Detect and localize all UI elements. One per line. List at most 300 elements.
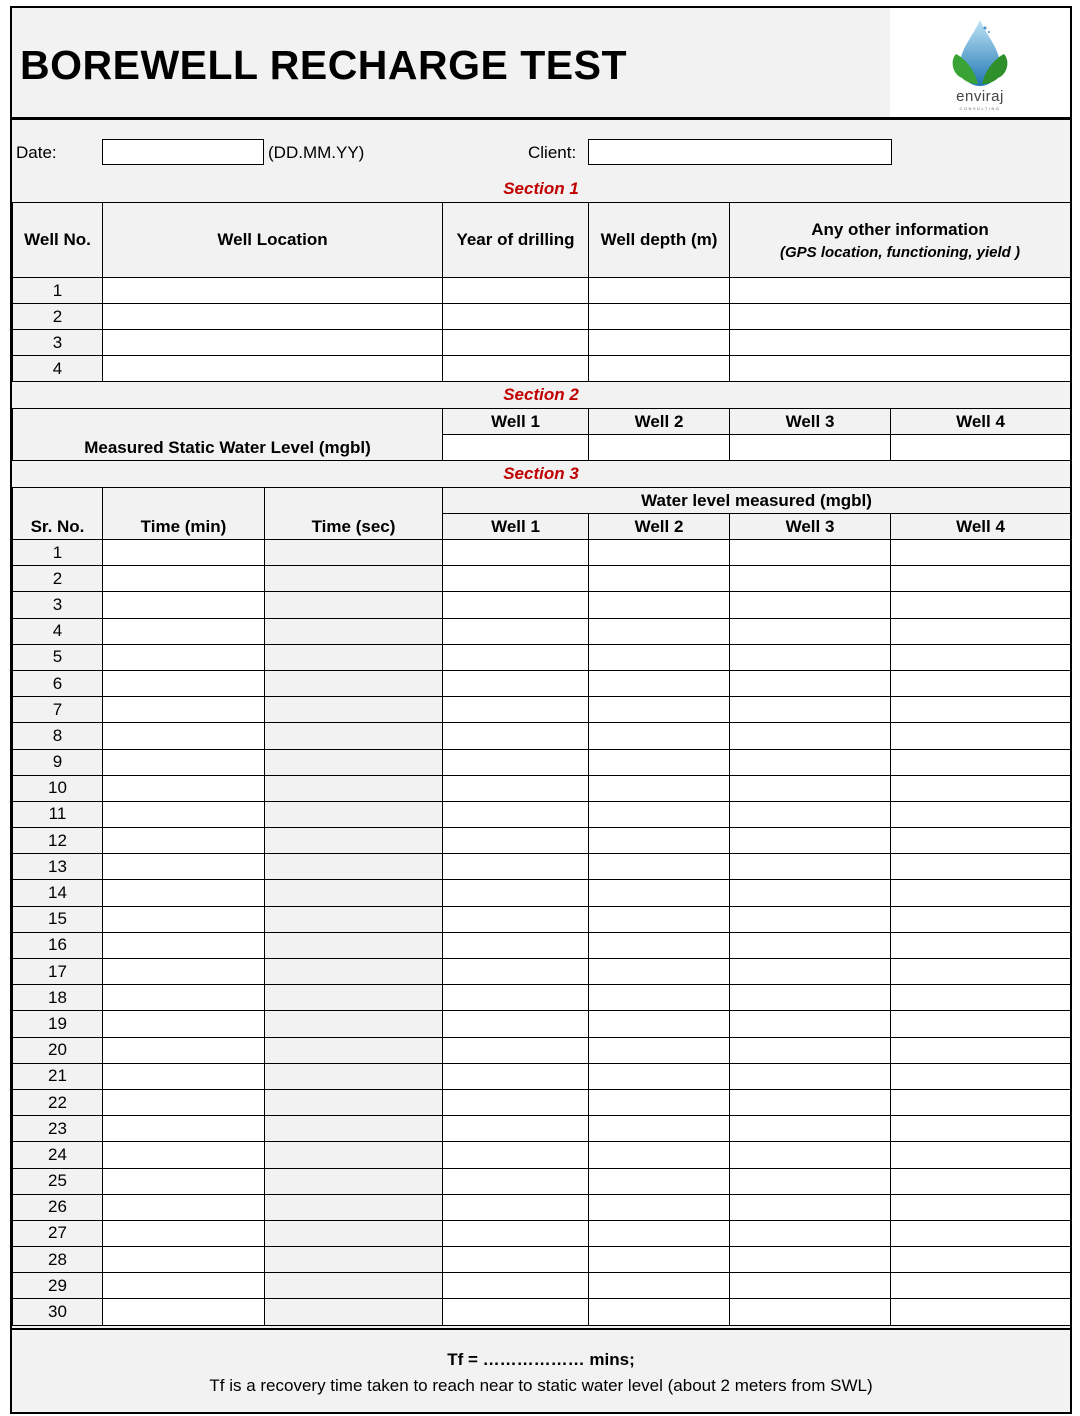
row-number: 16: [13, 932, 103, 958]
section-3-title: Section 3: [503, 464, 579, 483]
date-label: Date:: [16, 143, 57, 162]
well-3-level-cell[interactable]: [730, 1142, 891, 1168]
time-min-cell[interactable]: [103, 1194, 265, 1220]
well-2-level-cell[interactable]: [589, 697, 730, 723]
depth-cell[interactable]: [589, 278, 730, 304]
time-min-cell[interactable]: [103, 1168, 265, 1194]
header-time-sec: Time (sec): [265, 488, 443, 540]
time-sec-cell[interactable]: [265, 801, 443, 827]
well-2-level-cell[interactable]: [589, 670, 730, 696]
table-row: [13, 854, 1071, 880]
header-other-info: [730, 203, 1071, 278]
well-4-level-cell[interactable]: [891, 1168, 1071, 1194]
well-3-level-cell[interactable]: [730, 592, 891, 618]
well-1-level-cell[interactable]: [443, 540, 589, 566]
well-2-level-cell[interactable]: [589, 1299, 730, 1325]
time-min-cell[interactable]: [103, 618, 265, 644]
well-2-level-cell[interactable]: [589, 932, 730, 958]
other-info-cell[interactable]: [730, 330, 1071, 356]
row-number: 3: [13, 330, 103, 356]
well-4-level-cell[interactable]: [891, 1299, 1071, 1325]
table-row: [13, 906, 1071, 932]
well-3-level-cell[interactable]: [730, 618, 891, 644]
well-2-level-cell[interactable]: [589, 592, 730, 618]
logo-subtext: CONSULTING: [959, 106, 1001, 111]
time-min-cell[interactable]: [103, 880, 265, 906]
well-3-level-cell[interactable]: [730, 723, 891, 749]
well-1-level-cell[interactable]: [443, 1116, 589, 1142]
time-min-cell[interactable]: [103, 1273, 265, 1299]
row-number: 28: [13, 1247, 103, 1273]
well-3-level-cell[interactable]: [730, 670, 891, 696]
well-3-level-cell[interactable]: [730, 775, 891, 801]
well-4-level-cell[interactable]: [891, 1037, 1071, 1063]
row-number: 24: [13, 1142, 103, 1168]
time-min-cell[interactable]: [103, 566, 265, 592]
table-row: [13, 775, 1071, 801]
well-4-level-cell[interactable]: [891, 540, 1071, 566]
time-min-cell[interactable]: [103, 854, 265, 880]
well-3-level-cell[interactable]: [730, 801, 891, 827]
year-cell[interactable]: [443, 304, 589, 330]
row-number: 13: [13, 854, 103, 880]
header-sr-no: Sr. No.: [13, 488, 103, 540]
well-3-level-cell[interactable]: [730, 749, 891, 775]
time-sec-cell[interactable]: [265, 670, 443, 696]
time-sec-cell[interactable]: [265, 1220, 443, 1246]
well-3-level-cell[interactable]: [730, 1011, 891, 1037]
well-1-level-cell[interactable]: [443, 618, 589, 644]
well-2-level-cell[interactable]: [589, 1089, 730, 1115]
well-2-level-cell[interactable]: [589, 828, 730, 854]
date-field[interactable]: [102, 139, 264, 165]
time-sec-cell[interactable]: [265, 775, 443, 801]
well-4-level-cell[interactable]: [891, 697, 1071, 723]
time-sec-cell[interactable]: [265, 697, 443, 723]
row-number: 2: [13, 304, 103, 330]
well-3-level-cell[interactable]: [730, 828, 891, 854]
well-4-level-cell[interactable]: [891, 723, 1071, 749]
well-2-level-cell[interactable]: [589, 1247, 730, 1273]
time-min-cell[interactable]: [103, 670, 265, 696]
time-min-cell[interactable]: [103, 985, 265, 1011]
time-min-cell[interactable]: [103, 1220, 265, 1246]
time-min-cell[interactable]: [103, 775, 265, 801]
well-2-level-cell[interactable]: [589, 1220, 730, 1246]
row-number: 10: [13, 775, 103, 801]
other-info-cell[interactable]: [730, 278, 1071, 304]
time-min-cell[interactable]: [103, 1011, 265, 1037]
time-min-cell[interactable]: [103, 540, 265, 566]
form-sheet: [10, 6, 1072, 1414]
well-3-level-cell[interactable]: [730, 1168, 891, 1194]
time-sec-cell[interactable]: [265, 1089, 443, 1115]
well-4-level-cell[interactable]: [891, 670, 1071, 696]
row-number: 9: [13, 749, 103, 775]
well-2-level-cell[interactable]: [589, 1142, 730, 1168]
table-row: [13, 330, 1071, 356]
time-sec-cell[interactable]: [265, 1168, 443, 1194]
well-4-level-cell[interactable]: [891, 1142, 1071, 1168]
section-3-table: [12, 487, 1071, 1326]
well-3-level-cell[interactable]: [730, 985, 891, 1011]
s3-header-well-2: Well 2: [589, 514, 730, 540]
well-1-level-cell[interactable]: [443, 1220, 589, 1246]
well-4-level-cell[interactable]: [891, 749, 1071, 775]
time-min-cell[interactable]: [103, 1037, 265, 1063]
client-label: Client:: [528, 143, 577, 162]
time-sec-cell[interactable]: [265, 1037, 443, 1063]
row-number: 29: [13, 1273, 103, 1299]
well-3-level-cell[interactable]: [730, 854, 891, 880]
table-row: [13, 618, 1071, 644]
well-2-level-cell[interactable]: [589, 644, 730, 670]
s2-header-well-1: Well 1: [443, 409, 589, 435]
logo-text: enviraj: [956, 88, 1004, 105]
row-number: 4: [13, 618, 103, 644]
well-1-level-cell[interactable]: [443, 985, 589, 1011]
time-min-cell[interactable]: [103, 1116, 265, 1142]
row-number: 1: [13, 540, 103, 566]
row-number: 4: [13, 356, 103, 382]
time-sec-cell[interactable]: [265, 880, 443, 906]
row-number: 7: [13, 697, 103, 723]
well-1-level-cell[interactable]: [443, 801, 589, 827]
swl-well-2-input[interactable]: [589, 435, 730, 461]
time-min-cell[interactable]: [103, 1299, 265, 1325]
well-1-level-cell[interactable]: [443, 592, 589, 618]
well-location-cell[interactable]: [103, 356, 443, 382]
table-row: [13, 932, 1071, 958]
time-min-cell[interactable]: [103, 828, 265, 854]
table-row: [13, 1037, 1071, 1063]
time-sec-cell[interactable]: [265, 1011, 443, 1037]
well-4-level-cell[interactable]: [891, 1194, 1071, 1220]
table-row: [13, 1063, 1071, 1089]
table-row: [13, 959, 1071, 985]
well-1-level-cell[interactable]: [443, 932, 589, 958]
header-time-min: Time (min): [103, 488, 265, 540]
swl-well-3-input[interactable]: [730, 435, 891, 461]
well-3-level-cell[interactable]: [730, 1116, 891, 1142]
swl-well-1-input[interactable]: [443, 435, 589, 461]
s2-header-well-2: Well 2: [589, 409, 730, 435]
well-4-level-cell[interactable]: [891, 644, 1071, 670]
well-4-level-cell[interactable]: [891, 592, 1071, 618]
form-footer: [12, 1328, 1070, 1412]
time-min-cell[interactable]: [103, 1142, 265, 1168]
table-row: [13, 1247, 1071, 1273]
time-min-cell[interactable]: [103, 749, 265, 775]
well-1-level-cell[interactable]: [443, 670, 589, 696]
well-4-level-cell[interactable]: [891, 1011, 1071, 1037]
other-info-cell[interactable]: [730, 356, 1071, 382]
well-3-level-cell[interactable]: [730, 540, 891, 566]
table-row: [13, 985, 1071, 1011]
well-1-level-cell[interactable]: [443, 1142, 589, 1168]
time-min-cell[interactable]: [103, 723, 265, 749]
static-water-level-label: Measured Static Water Level (mgbl): [13, 409, 443, 461]
well-2-level-cell[interactable]: [589, 566, 730, 592]
row-number: 20: [13, 1037, 103, 1063]
table-row: [13, 644, 1071, 670]
tf-note: Tf is a recovery time taken to reach near to static water level (about 2 meters from SWL): [209, 1376, 873, 1395]
table-row: [13, 540, 1071, 566]
time-min-cell[interactable]: [103, 932, 265, 958]
well-4-level-cell[interactable]: [891, 775, 1071, 801]
well-3-level-cell[interactable]: [730, 932, 891, 958]
time-sec-cell[interactable]: [265, 854, 443, 880]
table-row: [13, 697, 1071, 723]
well-3-level-cell[interactable]: [730, 1194, 891, 1220]
well-4-level-cell[interactable]: [891, 880, 1071, 906]
well-3-level-cell[interactable]: [730, 644, 891, 670]
table-row: [13, 1220, 1071, 1246]
well-3-level-cell[interactable]: [730, 1089, 891, 1115]
s2-header-well-4: Well 4: [891, 409, 1071, 435]
table-row: [13, 749, 1071, 775]
well-2-level-cell[interactable]: [589, 985, 730, 1011]
row-number: 3: [13, 592, 103, 618]
table-row: [13, 828, 1071, 854]
depth-cell[interactable]: [589, 304, 730, 330]
well-1-level-cell[interactable]: [443, 723, 589, 749]
row-number: 21: [13, 1063, 103, 1089]
row-number: 30: [13, 1299, 103, 1325]
time-sec-cell[interactable]: [265, 906, 443, 932]
row-number: 17: [13, 959, 103, 985]
time-sec-cell[interactable]: [265, 618, 443, 644]
well-3-level-cell[interactable]: [730, 1273, 891, 1299]
well-2-level-cell[interactable]: [589, 1194, 730, 1220]
well-2-level-cell[interactable]: [589, 618, 730, 644]
time-min-cell[interactable]: [103, 1089, 265, 1115]
well-3-level-cell[interactable]: [730, 697, 891, 723]
year-cell[interactable]: [443, 330, 589, 356]
time-sec-cell[interactable]: [265, 1142, 443, 1168]
time-sec-cell[interactable]: [265, 644, 443, 670]
time-sec-cell[interactable]: [265, 1116, 443, 1142]
time-sec-cell[interactable]: [265, 1194, 443, 1220]
well-2-level-cell[interactable]: [589, 854, 730, 880]
well-4-level-cell[interactable]: [891, 854, 1071, 880]
well-3-level-cell[interactable]: [730, 1247, 891, 1273]
well-4-level-cell[interactable]: [891, 1116, 1071, 1142]
time-sec-cell[interactable]: [265, 540, 443, 566]
header-other-info-label: Any other information: [811, 219, 989, 239]
time-sec-cell[interactable]: [265, 828, 443, 854]
time-min-cell[interactable]: [103, 906, 265, 932]
row-number: 1: [13, 278, 103, 304]
well-3-level-cell[interactable]: [730, 1037, 891, 1063]
time-sec-cell[interactable]: [265, 985, 443, 1011]
well-2-level-cell[interactable]: [589, 1037, 730, 1063]
well-2-level-cell[interactable]: [589, 801, 730, 827]
well-2-level-cell[interactable]: [589, 880, 730, 906]
row-number: 27: [13, 1220, 103, 1246]
s3-header-well-1: Well 1: [443, 514, 589, 540]
table-row: [13, 1116, 1071, 1142]
header-other-info-sub: (GPS location, functioning, yield ): [780, 243, 1020, 261]
well-1-level-cell[interactable]: [443, 828, 589, 854]
table-row: [13, 1142, 1071, 1168]
time-sec-cell[interactable]: [265, 959, 443, 985]
well-3-level-cell[interactable]: [730, 880, 891, 906]
time-sec-cell[interactable]: [265, 723, 443, 749]
well-1-level-cell[interactable]: [443, 854, 589, 880]
well-2-level-cell[interactable]: [589, 1063, 730, 1089]
table-row: [13, 566, 1071, 592]
well-2-level-cell[interactable]: [589, 775, 730, 801]
well-4-level-cell[interactable]: [891, 985, 1071, 1011]
well-4-level-cell[interactable]: [891, 618, 1071, 644]
well-2-level-cell[interactable]: [589, 749, 730, 775]
time-min-cell[interactable]: [103, 1063, 265, 1089]
header-well-location: Well Location: [103, 203, 443, 278]
well-1-level-cell[interactable]: [443, 1194, 589, 1220]
time-sec-cell[interactable]: [265, 1299, 443, 1325]
well-1-level-cell[interactable]: [443, 1247, 589, 1273]
well-3-level-cell[interactable]: [730, 566, 891, 592]
well-1-level-cell[interactable]: [443, 906, 589, 932]
well-2-level-cell[interactable]: [589, 959, 730, 985]
well-1-level-cell[interactable]: [443, 566, 589, 592]
row-number: 8: [13, 723, 103, 749]
time-min-cell[interactable]: [103, 592, 265, 618]
well-4-level-cell[interactable]: [891, 959, 1071, 985]
time-min-cell[interactable]: [103, 644, 265, 670]
s2-header-well-3: Well 3: [730, 409, 891, 435]
time-min-cell[interactable]: [103, 1247, 265, 1273]
year-cell[interactable]: [443, 356, 589, 382]
well-4-level-cell[interactable]: [891, 932, 1071, 958]
well-4-level-cell[interactable]: [891, 801, 1071, 827]
s3-header-well-3: Well 3: [730, 514, 891, 540]
well-3-level-cell[interactable]: [730, 959, 891, 985]
well-4-level-cell[interactable]: [891, 828, 1071, 854]
well-1-level-cell[interactable]: [443, 644, 589, 670]
well-1-level-cell[interactable]: [443, 775, 589, 801]
table-row: [13, 723, 1071, 749]
depth-cell[interactable]: [589, 330, 730, 356]
well-4-level-cell[interactable]: [891, 906, 1071, 932]
well-4-level-cell[interactable]: [891, 1089, 1071, 1115]
other-info-cell[interactable]: [730, 304, 1071, 330]
well-4-level-cell[interactable]: [891, 1220, 1071, 1246]
depth-cell[interactable]: [589, 356, 730, 382]
time-sec-cell[interactable]: [265, 592, 443, 618]
tf-line: Tf = ……………… mins;: [447, 1350, 635, 1369]
well-location-cell[interactable]: [103, 304, 443, 330]
row-number: 5: [13, 644, 103, 670]
time-sec-cell[interactable]: [265, 749, 443, 775]
row-number: 2: [13, 566, 103, 592]
water-drop-leaf-icon: [890, 8, 1070, 90]
well-1-level-cell[interactable]: [443, 1273, 589, 1299]
well-1-level-cell[interactable]: [443, 1037, 589, 1063]
well-location-cell[interactable]: [103, 330, 443, 356]
section-2-title: Section 2: [503, 385, 579, 404]
well-4-level-cell[interactable]: [891, 1063, 1071, 1089]
table-row: [13, 1299, 1071, 1325]
well-1-level-cell[interactable]: [443, 1011, 589, 1037]
row-number: 15: [13, 906, 103, 932]
row-number: 25: [13, 1168, 103, 1194]
company-logo: [890, 8, 1070, 117]
table-row: [13, 278, 1071, 304]
well-1-level-cell[interactable]: [443, 749, 589, 775]
header-well-no: Well No.: [13, 203, 103, 278]
time-sec-cell[interactable]: [265, 1273, 443, 1299]
time-sec-cell[interactable]: [265, 1063, 443, 1089]
well-4-level-cell[interactable]: [891, 566, 1071, 592]
well-4-level-cell[interactable]: [891, 1247, 1071, 1273]
well-2-level-cell[interactable]: [589, 1011, 730, 1037]
well-1-level-cell[interactable]: [443, 880, 589, 906]
time-min-cell[interactable]: [103, 697, 265, 723]
table-row: [13, 880, 1071, 906]
well-4-level-cell[interactable]: [891, 1273, 1071, 1299]
well-1-level-cell[interactable]: [443, 1299, 589, 1325]
section-1-title: Section 1: [503, 179, 579, 198]
table-row: [13, 356, 1071, 382]
s3-header-well-4: Well 4: [891, 514, 1071, 540]
table-row: [13, 592, 1071, 618]
table-row: [13, 1168, 1071, 1194]
page-title: BOREWELL RECHARGE TEST: [20, 42, 628, 88]
section-1-table: [12, 202, 1071, 382]
table-row: [13, 1273, 1071, 1299]
well-2-level-cell[interactable]: [589, 1116, 730, 1142]
year-cell[interactable]: [443, 278, 589, 304]
well-location-cell[interactable]: [103, 278, 443, 304]
row-number: 18: [13, 985, 103, 1011]
row-number: 26: [13, 1194, 103, 1220]
well-1-level-cell[interactable]: [443, 1168, 589, 1194]
well-3-level-cell[interactable]: [730, 1063, 891, 1089]
row-number: 19: [13, 1011, 103, 1037]
client-field[interactable]: [588, 139, 892, 165]
well-3-level-cell[interactable]: [730, 1220, 891, 1246]
time-sec-cell[interactable]: [265, 566, 443, 592]
well-1-level-cell[interactable]: [443, 697, 589, 723]
row-number: 14: [13, 880, 103, 906]
section-2-table: [12, 408, 1071, 461]
time-min-cell[interactable]: [103, 801, 265, 827]
row-number: 6: [13, 670, 103, 696]
well-1-level-cell[interactable]: [443, 1063, 589, 1089]
time-sec-cell[interactable]: [265, 932, 443, 958]
row-number: 23: [13, 1116, 103, 1142]
well-1-level-cell[interactable]: [443, 1089, 589, 1115]
row-number: 11: [13, 801, 103, 827]
time-sec-cell[interactable]: [265, 1247, 443, 1273]
well-2-level-cell[interactable]: [589, 906, 730, 932]
well-2-level-cell[interactable]: [589, 1168, 730, 1194]
header-water-level: Water level measured (mgbl): [443, 488, 1071, 514]
well-1-level-cell[interactable]: [443, 959, 589, 985]
swl-well-4-input[interactable]: [891, 435, 1071, 461]
table-row: [13, 1194, 1071, 1220]
well-3-level-cell[interactable]: [730, 1299, 891, 1325]
well-2-level-cell[interactable]: [589, 723, 730, 749]
well-2-level-cell[interactable]: [589, 1273, 730, 1299]
well-3-level-cell[interactable]: [730, 906, 891, 932]
table-row: [13, 1089, 1071, 1115]
table-row: [13, 670, 1071, 696]
time-min-cell[interactable]: [103, 959, 265, 985]
well-2-level-cell[interactable]: [589, 540, 730, 566]
